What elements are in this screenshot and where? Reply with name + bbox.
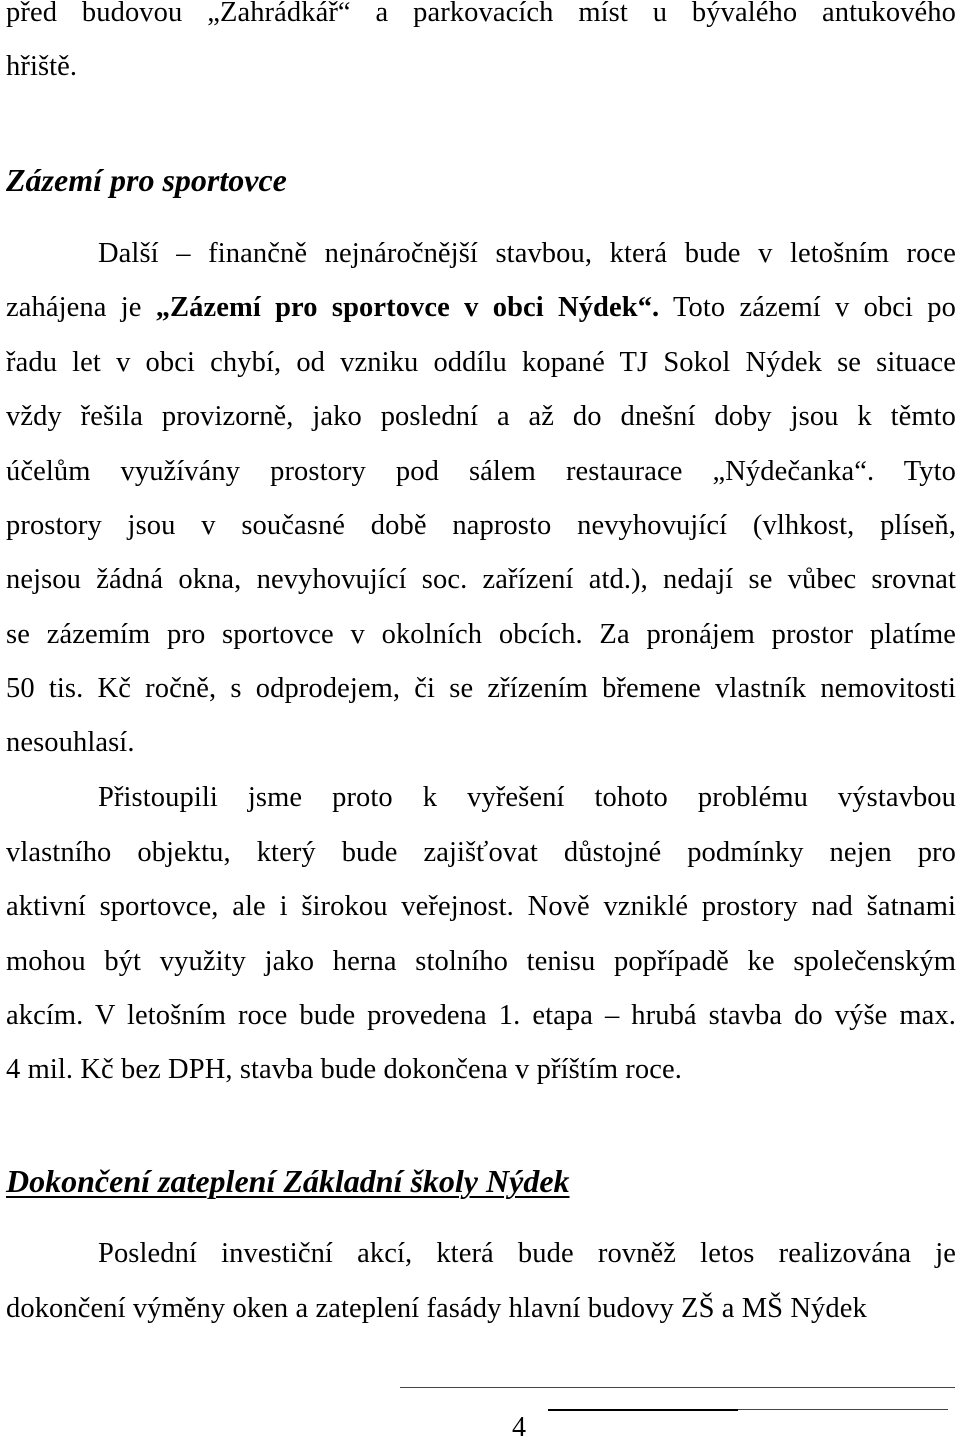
text-line: hřiště. [6,51,78,82]
text-line: před budovou „Zahrádkář“ a parkovacích míst u bývalého antukového [6,0,956,28]
text-line: vlastního objektu, který bude zajišťovat důstojné podmínky nejen pro [6,837,956,868]
text-line: Další – finančně nejnáročnější stavbou, která bude v letošním roce [98,238,956,269]
project-name-bold: „Zázemí pro sportovce v obci Nýdek“. [155,292,660,323]
text-line: Poslední investiční akcí, která bude rovněž letos realizována je [98,1238,956,1269]
text-line: Přistoupili jsme proto k vyřešení tohoto problému výstavbou [98,782,956,813]
text-line: řadu let v obci chybí, od vzniku oddílu kopané TJ Sokol Nýdek se situace [6,347,956,378]
text-line: dokončení výměny oken a zateplení fasády hlavní budovy ZŠ a MŠ Nýdek [6,1293,867,1324]
text-span: zahájena je [6,292,156,323]
text-line: účelům využívány prostory pod sálem restaurace „Nýdečanka“. Tyto [6,456,956,487]
text-line: nesouhlasí. [6,727,135,758]
text-span: Toto zázemí v obci po [659,292,956,323]
footer-rule [400,1387,955,1388]
text-line-mixed [6,291,956,325]
footer-rule [738,1409,948,1410]
page-number: 4 [512,1412,526,1443]
text-line: vždy řešila provizorně, jako poslední a až do dnešní doby jsou k těmto [6,401,956,432]
text-line: akcím. V letošním roce bude provedena 1. etapa – hrubá stavba do výše max. [6,1000,956,1031]
text-line: se zázemím pro sportovce v okolních obcích. Za pronájem prostor platíme [6,619,956,650]
text-line: prostory jsou v současné době naprosto nevyhovující (vlhkost, plíseň, [6,510,956,541]
footer-rule [548,1409,738,1411]
text-line: 4 mil. Kč bez DPH, stavba bude dokončena v příštím roce. [6,1054,682,1085]
section-heading-sport: Zázemí pro sportovce [6,162,287,198]
text-line: 50 tis. Kč ročně, s odprodejem, či se zřízením břemene vlastník nemovitosti [6,673,956,704]
text-line: aktivní sportovce, ale i širokou veřejnost. Nově vzniklé prostory nad šatnami [6,891,956,922]
text-line: nejsou žádná okna, nevyhovující soc. zařízení atd.), nedají se vůbec srovnat [6,564,956,595]
section-heading-school: Dokončení zateplení Základní školy Nýdek [6,1163,570,1199]
text-line: mohou být využity jako herna stolního tenisu popřípadě ke společenským [6,946,956,977]
